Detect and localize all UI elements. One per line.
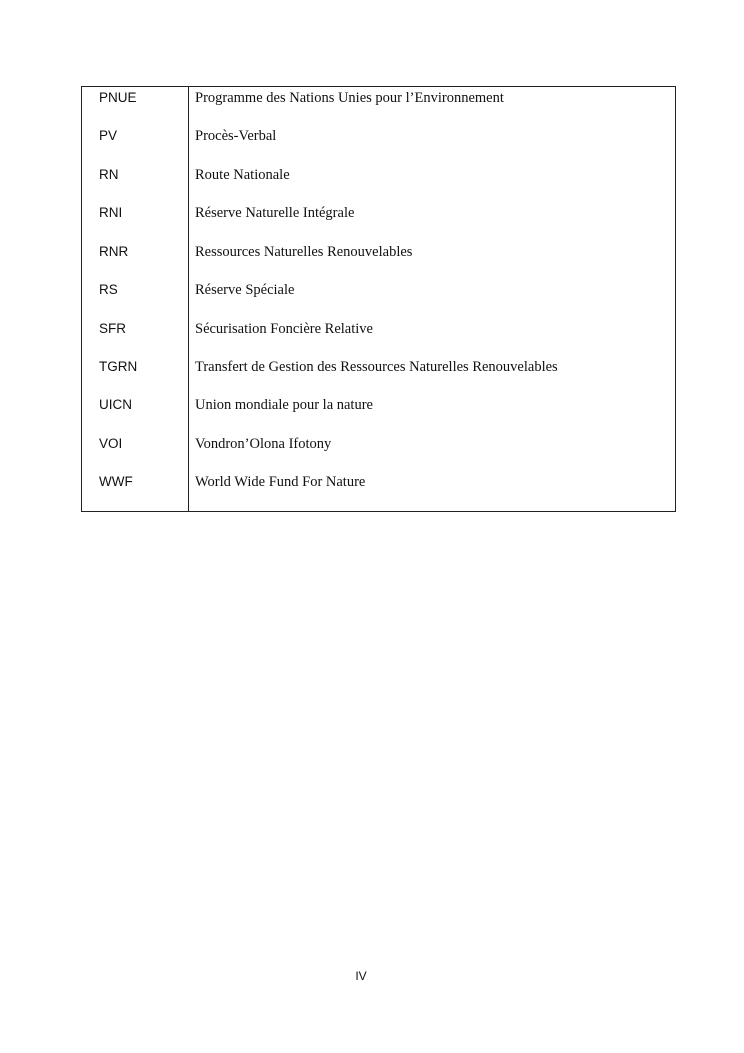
abbreviation-cell: SFR xyxy=(99,321,126,336)
abbreviation-cell: RS xyxy=(99,282,118,297)
definition-column xyxy=(189,87,675,511)
abbreviation-cell: RNI xyxy=(99,205,123,220)
abbreviation-cell: UICN xyxy=(99,397,132,412)
definition-cell: Procès-Verbal xyxy=(195,128,277,144)
definition-cell: Transfert de Gestion des Ressources Naturelles Renouvelables xyxy=(195,359,558,375)
definition-cell: Réserve Naturelle Intégrale xyxy=(195,205,355,221)
abbreviation-cell: PV xyxy=(99,128,118,143)
abbreviation-cell: WWF xyxy=(99,474,133,489)
definition-cell: Route Nationale xyxy=(195,167,290,183)
abbreviation-cell: RN xyxy=(99,167,119,182)
definition-cell: Union mondiale pour la nature xyxy=(195,397,373,413)
page-number: IV xyxy=(355,969,367,983)
definition-cell: Sécurisation Foncière Relative xyxy=(195,321,373,337)
abbreviation-cell: VOI xyxy=(99,436,123,451)
abbreviation-cell: PNUE xyxy=(99,90,137,105)
abbreviation-cell: TGRN xyxy=(99,359,138,374)
definition-cell: Réserve Spéciale xyxy=(195,282,295,298)
definition-cell: Ressources Naturelles Renouvelables xyxy=(195,244,413,260)
abbreviation-table xyxy=(81,86,676,512)
definition-cell: Programme des Nations Unies pour l’Environnement xyxy=(195,90,504,106)
definition-cell: Vondron’Olona Ifotony xyxy=(195,436,332,452)
abbreviation-cell: RNR xyxy=(99,244,129,259)
definition-cell: World Wide Fund For Nature xyxy=(195,474,366,490)
abbreviation-column xyxy=(82,87,189,511)
